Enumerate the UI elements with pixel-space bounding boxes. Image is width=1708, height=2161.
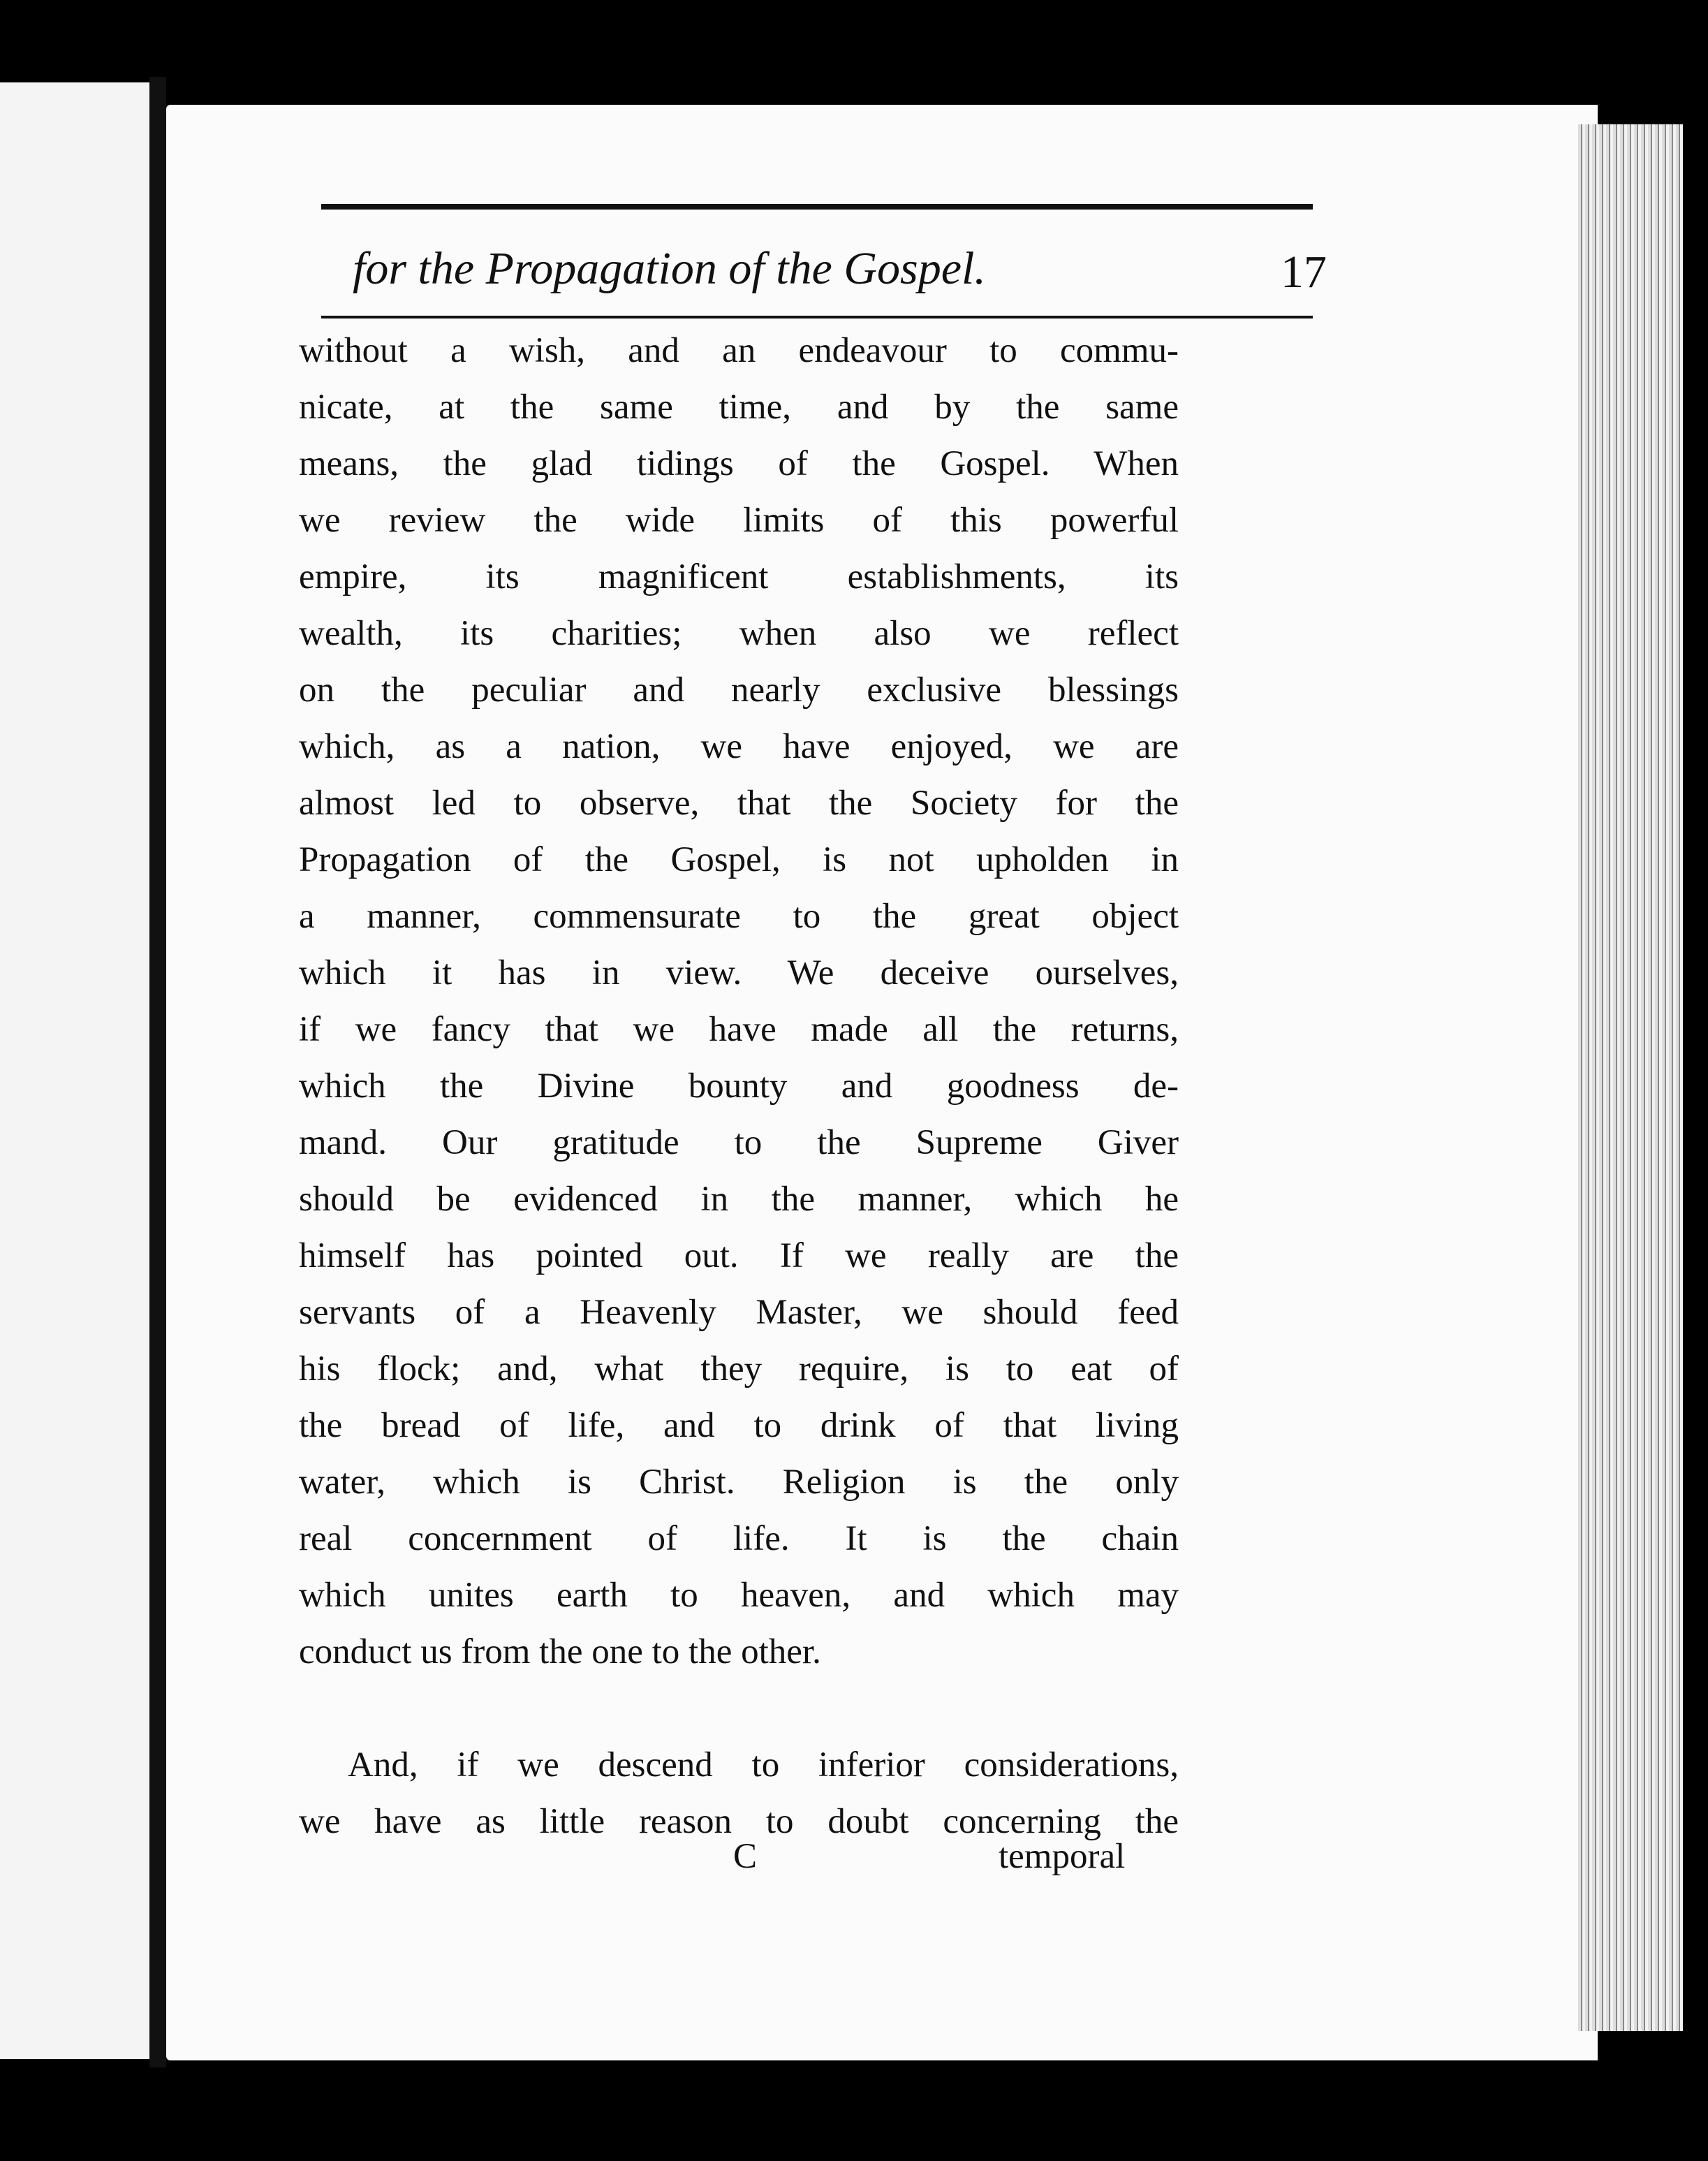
text-line: conduct us from the one to the other.	[299, 1632, 821, 1671]
text-line: water, which is Christ. Religion is the only	[299, 1463, 1179, 1502]
text-line: which it has in view. We deceive ourselves,	[299, 953, 1179, 992]
text-line: Propagation of the Gospel, is not upholden in	[299, 840, 1179, 879]
text-line: real concernment of life. It is the chain	[299, 1519, 1179, 1558]
text-line: which unites earth to heaven, and which may	[299, 1576, 1179, 1615]
facing-page-edge	[0, 82, 149, 2059]
text-line: mand. Our gratitude to the Supreme Giver	[299, 1123, 1179, 1162]
text-line: a manner, commensurate to the great object	[299, 897, 1179, 936]
catchword: temporal	[999, 1837, 1126, 1876]
text-line: himself has pointed out. If we really are the	[299, 1236, 1179, 1275]
text-line: wealth, its charities; when also we reflect	[299, 614, 1179, 653]
text-line: we review the wide limits of this powerful	[299, 501, 1179, 540]
text-line: without a wish, and an endeavour to commu-	[299, 331, 1179, 370]
text-line: nicate, at the same time, and by the same	[299, 388, 1179, 427]
text-line: almost led to observe, that the Society for the	[299, 784, 1179, 823]
body-text	[299, 323, 1179, 1850]
text-line: the bread of life, and to drink of that living	[299, 1406, 1179, 1445]
text-line: should be evidenced in the manner, which he	[299, 1180, 1179, 1219]
running-head: for the Propagation of the Gospel.	[353, 243, 986, 294]
header-rule-top	[321, 204, 1313, 210]
text-line: his flock; and, what they require, is to eat of	[299, 1349, 1179, 1389]
header-rule-bottom	[321, 316, 1313, 318]
text-line: on the peculiar and nearly exclusive blessings	[299, 671, 1179, 710]
paragraph-gap	[299, 1680, 1179, 1737]
text-line: means, the glad tidings of the Gospel. When	[299, 444, 1179, 483]
text-line: which the Divine bounty and goodness de-	[299, 1067, 1179, 1106]
text-line: And, if we descend to inferior considerations,	[348, 1745, 1179, 1785]
text-line: if we fancy that we have made all the returns,	[299, 1010, 1179, 1049]
text-line: empire, its magnificent establishments, its	[299, 557, 1179, 596]
gutter-shadow	[149, 77, 166, 2067]
text-line: servants of a Heavenly Master, we should feed	[299, 1293, 1179, 1332]
signature-mark: C	[733, 1837, 758, 1876]
page-stack-edge	[1578, 124, 1683, 2031]
page-number: 17	[1281, 247, 1327, 298]
text-line: we have as little reason to doubt concerning the	[299, 1802, 1179, 1841]
text-line: which, as a nation, we have enjoyed, we are	[299, 727, 1179, 766]
